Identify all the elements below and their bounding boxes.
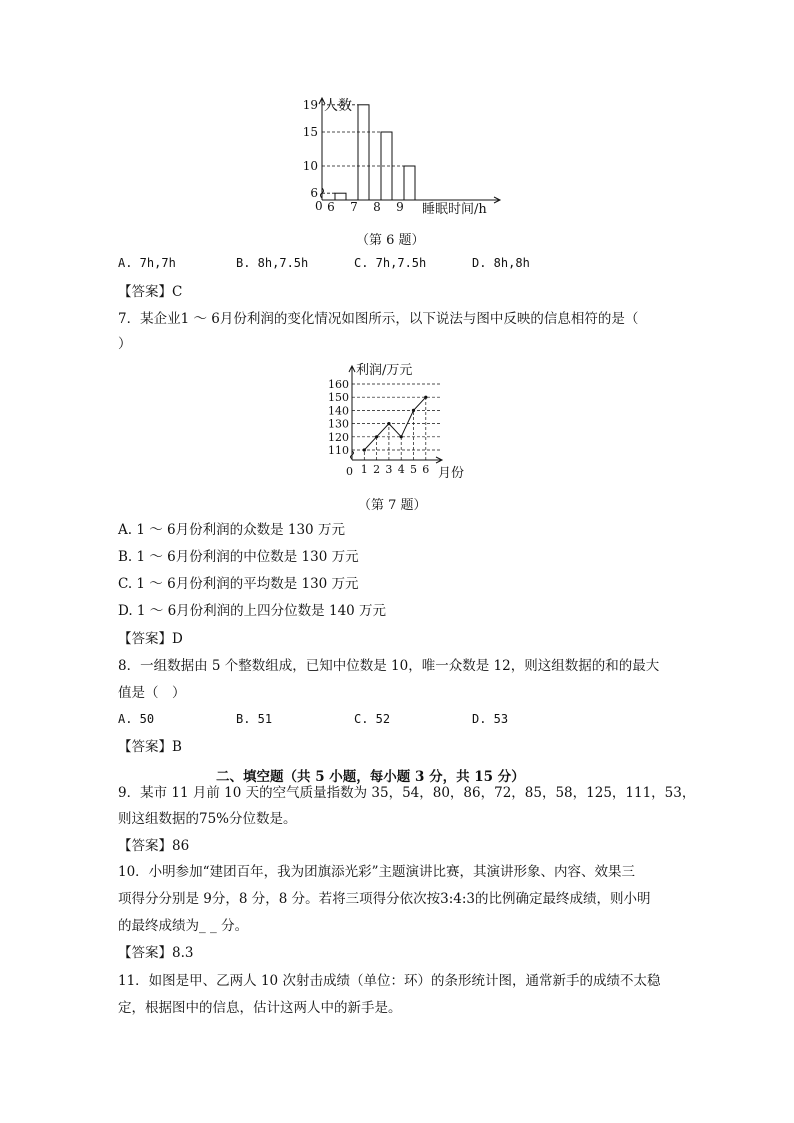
figure7-point <box>387 422 390 425</box>
figure7-ylabel: 利润/万元 <box>356 363 413 378</box>
q8-option-c: C. 52 <box>354 712 391 726</box>
figure7-xlabel: 月份 <box>438 466 465 481</box>
q10-stem-line1: 10．小明参加“建团百年，我为团旗添光彩”主题演讲比赛，其演讲形象、内容、效果三 <box>118 864 635 880</box>
figure7-ytick-label: 120 <box>328 430 349 444</box>
figure6-ylabel: 人数 <box>324 98 352 114</box>
figure7-point <box>363 448 366 451</box>
q7-option-b: B. 1 ～ 6月份利润的中位数是 130 万元 <box>118 549 359 565</box>
figure6-origin: 0 <box>315 199 323 213</box>
q8-stem-line2: 值是（ ） <box>118 685 186 701</box>
figure6-chart <box>300 92 510 224</box>
q8-answer: 【答案】B <box>118 739 182 755</box>
figure6-ytick-label: 15 <box>302 125 318 139</box>
figure7-ytick-label: 110 <box>328 444 349 457</box>
q8-option-d: D. 53 <box>472 712 509 726</box>
q7-stem-line2: ） <box>118 336 132 352</box>
figure6-ytick-label: 19 <box>302 97 318 112</box>
q9-stem-line2: 则这组数据的75%分位数是。 <box>118 811 297 827</box>
figure7-plot <box>328 366 442 476</box>
figure7-ytick-label: 160 <box>328 378 349 391</box>
section-heading: 二、填空题（共 5 小题，每小题 3 分，共 15 分） <box>216 769 525 785</box>
figure6-xtick-label: 9 <box>396 200 404 214</box>
figure6-plot <box>303 98 500 214</box>
q11-stem-line2: 定，根据图中的信息，估计这两人中的新手是。 <box>118 1000 402 1016</box>
q6-option-b: B. 8h,7.5h <box>236 256 309 270</box>
q6-option-a: A. 7h,7h <box>118 256 176 270</box>
figure7-point <box>412 409 415 412</box>
q8-option-b: B. 51 <box>236 712 273 726</box>
figure7-xtick-label: 3 <box>385 463 393 476</box>
q11-stem-line1: 11．如图是甲、乙两人 10 次射击成绩（单位：环）的条形统计图，通常新手的成绩不太稳 <box>118 973 661 989</box>
figure7-caption: （第 7 题） <box>358 498 427 513</box>
figure6-caption: （第 6 题） <box>356 233 425 248</box>
q10-stem-line3: 的最终成绩为_ _ 分。 <box>118 918 249 934</box>
figure7-xtick-label: 6 <box>422 463 430 476</box>
figure6-xtick-label: 7 <box>350 200 358 214</box>
figure7-ytick-label: 130 <box>328 417 349 431</box>
q10-answer: 【答案】8.3 <box>118 945 194 961</box>
q7-stem-line1: 7．某企业1 ～ 6月份利润的变化情况如图所示，以下说法与图中反映的信息相符的是（ <box>118 311 639 327</box>
figure6-bar <box>335 193 346 200</box>
figure6-ytick-label: 10 <box>302 159 318 173</box>
q6-answer: 【答案】C <box>118 284 183 300</box>
figure6-ytick-label: 6 <box>310 186 318 201</box>
q8-option-a: A. 50 <box>118 712 155 726</box>
q7-answer: 【答案】D <box>118 631 183 647</box>
q10-stem-line2: 项得分分别是 9分，8 分，8 分。若将三项得分依次按3:4:3的比例确定最终成绩，则小明 <box>118 891 651 907</box>
q6-option-d: D. 8h,8h <box>472 256 530 270</box>
figure7-xtick-label: 1 <box>360 463 368 476</box>
q8-stem-line1: 8．一组数据由 5 个整数组成，已知中位数是 10，唯一众数是 12，则这组数据的和的最大 <box>118 658 660 674</box>
q7-option-d: D. 1 ～ 6月份利润的上四分位数是 140 万元 <box>118 603 387 619</box>
figure6-bar <box>404 166 415 200</box>
figure6-xtick-label: 6 <box>327 200 335 214</box>
figure7-xtick-label: 5 <box>410 463 417 476</box>
figure7-origin: 0 <box>346 465 353 478</box>
figure7-xtick-label: 2 <box>373 463 381 476</box>
figure7-ytick-label: 140 <box>328 404 349 418</box>
figure7-point <box>424 396 427 399</box>
figure6-xlabel: 睡眠时间/h <box>422 202 487 217</box>
figure7-point <box>400 435 403 438</box>
figure6-xtick-label: 8 <box>373 200 381 214</box>
q7-option-c: C. 1 ～ 6月份利润的平均数是 130 万元 <box>118 576 359 592</box>
q9-answer: 【答案】86 <box>118 838 190 854</box>
q9-stem-line1: 9．某市 11 月前 10 天的空气质量指数为 35，54，80，86，72，85，58，125，111，53， <box>118 785 696 801</box>
figure7-point <box>375 435 378 438</box>
figure7-chart <box>318 360 478 488</box>
q6-option-c: C. 7h,7.5h <box>354 256 427 270</box>
q7-option-a: A. 1 ～ 6月份利润的众数是 130 万元 <box>118 522 345 538</box>
figure6-bar <box>358 105 369 200</box>
figure7-xtick-label: 4 <box>397 463 405 476</box>
figure7-ytick-label: 150 <box>328 391 349 405</box>
